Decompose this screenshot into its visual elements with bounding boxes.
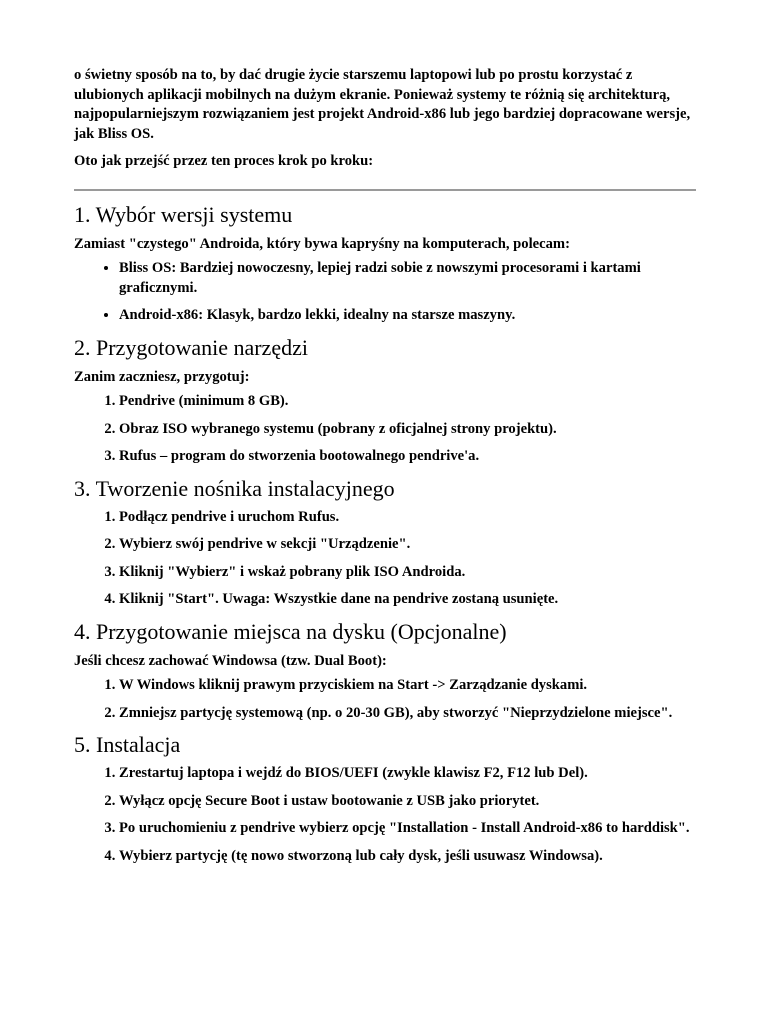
bullet-list <box>74 259 696 326</box>
section-disk-space <box>74 618 696 724</box>
section-lead: Zanim zaczniesz, przygotuj: <box>74 368 250 385</box>
section-system-version <box>74 201 696 326</box>
list-item: 3. Po uruchomieniu z pendrive wybierz opcję "Installation - Install Android-x86 to harddisk". <box>119 819 696 839</box>
step-intro: Oto jak przejść przez ten proces krok po kroku: <box>74 153 374 169</box>
list-item: 3. Kliknij "Wybierz" i wskaż pobrany plik ISO Androida. <box>119 563 696 583</box>
list-item: 1. Pendrive (minimum 8 GB). <box>119 392 696 412</box>
numbered-list <box>74 508 696 610</box>
section-heading: 1. Wybór wersji systemu <box>74 201 293 227</box>
numbered-list <box>74 764 696 866</box>
intro-paragraph: o świetny sposób na to, by dać drugie życie starszemu laptopowi lub po prostu korzystać z ulubionych aplikacji mobilnych na dużym ekranie. Ponieważ systemy te różnią się architekturą, najpopularniejszym rozwiązaniem jest projekt Android-x86 lub jego bardziej dopracowane wersje, jak Bliss OS. <box>74 67 691 142</box>
list-item: 3. Rufus – program do stworzenia bootowalnego pendrive'a. <box>119 447 696 467</box>
section-install-media <box>74 475 696 610</box>
section-lead: Jeśli chcesz zachować Windowsa (tzw. Dual Boot): <box>74 652 387 669</box>
list-item: 2. Obraz ISO wybranego systemu (pobrany z oficjalnej strony projektu). <box>119 420 696 440</box>
list-item: 2. Wyłącz opcję Secure Boot i ustaw bootowanie z USB jako priorytet. <box>119 792 696 812</box>
list-item: 4. Wybierz partycję (tę nowo stworzoną lub cały dysk, jeśli usuwasz Windowsa). <box>119 847 696 867</box>
section-lead: Zamiast "czystego" Androida, który bywa kapryśny na komputerach, polecam: <box>74 235 570 252</box>
section-heading: 2. Przygotowanie narzędzi <box>74 334 308 360</box>
horizontal-divider <box>74 189 696 191</box>
numbered-list <box>74 392 696 467</box>
list-item: 2. Zmniejsz partycję systemową (np. o 20-30 GB), aby stworzyć "Nieprzydzielone miejsce". <box>119 704 696 724</box>
section-heading: 3. Tworzenie nośnika instalacyjnego <box>74 475 395 501</box>
section-tools <box>74 334 696 467</box>
list-item: 2. Wybierz swój pendrive w sekcji "Urządzenie". <box>119 535 696 555</box>
section-heading: 4. Przygotowanie miejsca na dysku (Opcjonalne) <box>74 618 507 644</box>
list-item: 1. Podłącz pendrive i uruchom Rufus. <box>119 508 696 528</box>
document-page <box>74 66 696 874</box>
section-installation <box>74 731 696 866</box>
list-item: • Android-x86: Klasyk, bardzo lekki, idealny na starsze maszyny. <box>119 306 696 326</box>
section-heading: 5. Instalacja <box>74 732 181 757</box>
list-item: • Bliss OS: Bardziej nowoczesny, lepiej radzi sobie z nowszymi procesorami i kartami graficznymi. <box>119 259 696 298</box>
list-item: 4. Kliknij "Start". Uwaga: Wszystkie dane na pendrive zostaną usunięte. <box>119 590 696 610</box>
list-item: 1. W Windows kliknij prawym przyciskiem na Start -> Zarządzanie dyskami. <box>119 676 696 696</box>
list-item: 1. Zrestartuj laptopa i wejdź do BIOS/UEFI (zwykle klawisz F2, F12 lub Del). <box>119 764 696 784</box>
numbered-list <box>74 676 696 723</box>
